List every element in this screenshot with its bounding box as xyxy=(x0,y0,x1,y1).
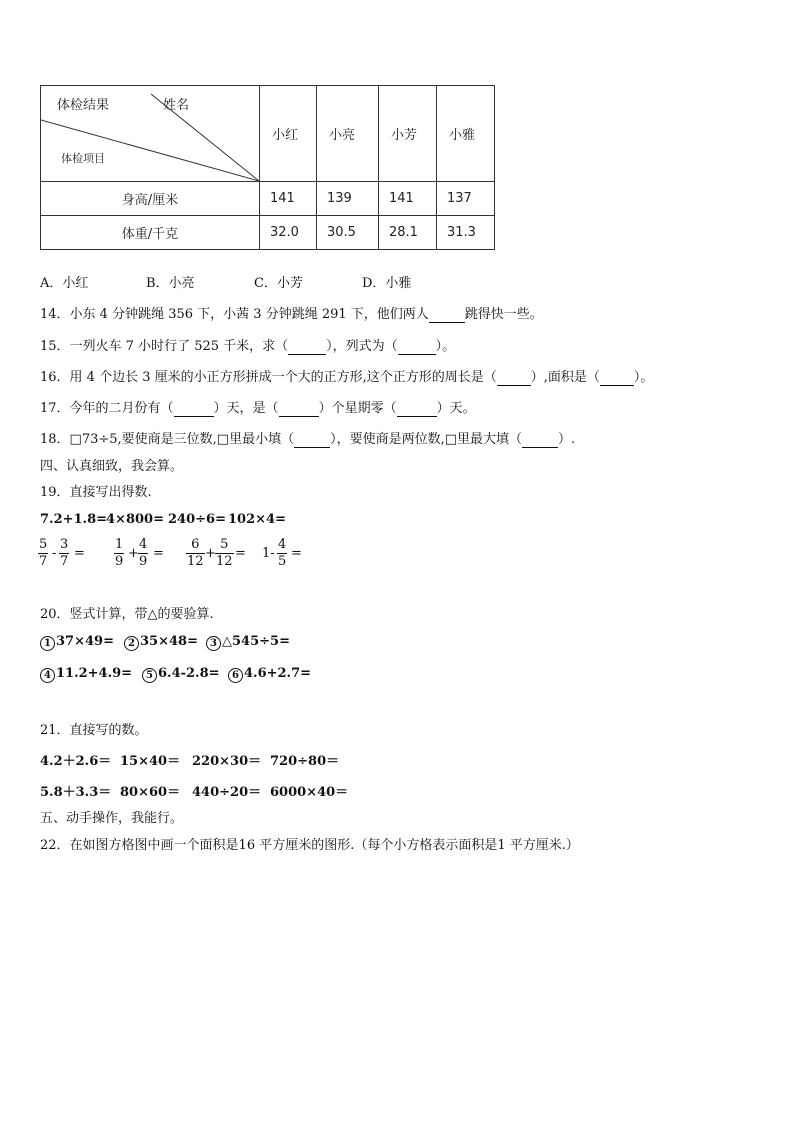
q20-item: 3 △545÷5= xyxy=(206,634,290,651)
answer-blank[interactable] xyxy=(398,339,436,355)
answer-blank[interactable] xyxy=(600,370,634,386)
diagonal-header-cell xyxy=(41,86,260,182)
q21-expr: 80×60＝ xyxy=(120,785,181,800)
fraction: $\frac{5}{7}$ xyxy=(39,537,48,569)
q17-text: ）天，是（ xyxy=(213,401,279,416)
answer-blank[interactable] xyxy=(522,432,558,448)
q20-item: 5 6.4-2.8= xyxy=(142,666,220,683)
q21-expr: 720÷80＝ xyxy=(270,754,340,769)
table-cell: 32.0 xyxy=(260,216,317,250)
health-check-table xyxy=(40,85,495,250)
operator: - xyxy=(52,546,57,561)
option-a: A．小红 xyxy=(40,276,89,291)
answer-blank[interactable] xyxy=(497,370,531,386)
table-cell: 137 xyxy=(437,182,495,216)
q19-expr: 240÷6= xyxy=(168,512,226,527)
answer-blank[interactable] xyxy=(279,401,319,417)
equals: = xyxy=(235,546,246,561)
table-cell: 28.1 xyxy=(379,216,437,250)
equals: = xyxy=(291,546,302,561)
question-14 xyxy=(40,303,543,323)
fraction: $\frac{4}{9}$ xyxy=(139,537,148,569)
section-5-heading: 五、动手操作，我能行。 xyxy=(40,811,184,826)
table-cell: 141 xyxy=(379,182,437,216)
q16-text: 16．用 4 个边长 3 厘米的小正方形拼成一个大的正方形,这个正方形的周长是（ xyxy=(40,370,497,385)
q16-text: ）。 xyxy=(633,370,654,385)
table-cell: 139 xyxy=(317,182,379,216)
question-19-title: 19．直接写出得数. xyxy=(40,485,152,500)
q14-text: 14．小东 4 分钟跳绳 356 下，小茜 3 分钟跳绳 291 下，他们两人 xyxy=(40,307,429,322)
row-label-height: 身高/厘米 xyxy=(41,182,260,216)
q18-text: 18．□73÷5,要使商是三位数,□里最小填（ xyxy=(40,432,295,447)
q15-text: ）。 xyxy=(435,339,456,354)
operator: + xyxy=(205,546,216,561)
q20-item: 6 4.6+2.7= xyxy=(228,666,311,683)
question-20-title: 20．竖式计算，带△的要验算. xyxy=(40,607,214,622)
equals: = xyxy=(153,546,164,561)
answer-blank[interactable] xyxy=(294,432,330,448)
fraction: $\frac{3}{7}$ xyxy=(60,537,69,569)
header-item-label: 体检项目 xyxy=(61,152,105,165)
answer-blank[interactable] xyxy=(429,307,465,323)
question-17 xyxy=(40,397,476,417)
question-18 xyxy=(40,428,575,448)
q15-text: ），列式为（ xyxy=(326,339,398,354)
q21-expr: 15×40＝ xyxy=(120,754,181,769)
q19-expr: 7.2+1.8= xyxy=(40,512,108,527)
answer-blank[interactable] xyxy=(397,401,437,417)
fraction: $\frac{5}{12}$ xyxy=(216,537,233,569)
fraction: $\frac{4}{5}$ xyxy=(278,537,287,569)
fraction: $\frac{1}{9}$ xyxy=(115,537,124,569)
q21-expr: 6000×40＝ xyxy=(270,785,349,800)
q19-expr: 4×800= xyxy=(106,512,164,527)
table-cell: 31.3 xyxy=(437,216,495,250)
q21-expr: 220×30＝ xyxy=(192,754,262,769)
option-d: D．小雅 xyxy=(362,276,412,291)
section-4-heading: 四、认真细致，我会算。 xyxy=(40,459,184,474)
q19-expr: 102×4= xyxy=(228,512,286,527)
name-header: 小亮 xyxy=(317,86,379,182)
q15-text: 15．一列火车 7 小时行了 525 千米，求（ xyxy=(40,339,289,354)
answer-blank[interactable] xyxy=(288,339,326,355)
answer-blank[interactable] xyxy=(174,401,214,417)
question-21-title: 21．直接写的数。 xyxy=(40,723,148,738)
q17-text: ）天。 xyxy=(436,401,476,416)
q17-text: ）个星期零（ xyxy=(318,401,397,416)
operator: + xyxy=(128,546,139,561)
q17-text: 17．今年的二月份有（ xyxy=(40,401,174,416)
header-result-label: 体检结果 xyxy=(57,98,110,113)
operator: 1- xyxy=(262,546,275,561)
table-cell: 30.5 xyxy=(317,216,379,250)
equals: = xyxy=(74,546,85,561)
row-label-weight: 体重/千克 xyxy=(41,216,260,250)
name-header: 小芳 xyxy=(379,86,437,182)
option-b: B．小亮 xyxy=(146,276,195,291)
option-c: C．小芳 xyxy=(254,276,303,291)
q21-expr: 5.8＋3.3＝ xyxy=(40,785,112,800)
question-16 xyxy=(40,366,653,386)
fraction: $\frac{6}{12}$ xyxy=(187,537,204,569)
name-header: 小雅 xyxy=(437,86,495,182)
q20-item: 4 11.2+4.9= xyxy=(40,666,132,683)
question-15 xyxy=(40,335,455,355)
name-header: 小红 xyxy=(260,86,317,182)
q14-text-end: 跳得快一些。 xyxy=(464,307,543,322)
q16-text: ）,面积是（ xyxy=(530,370,600,385)
q21-expr: 4.2＋2.6＝ xyxy=(40,754,112,769)
header-name-label: 姓名 xyxy=(163,98,190,113)
q21-expr: 440÷20＝ xyxy=(192,785,262,800)
q20-item: 2 35×48= xyxy=(124,634,198,651)
q20-item: 1 37×49= xyxy=(40,634,114,651)
table-cell: 141 xyxy=(260,182,317,216)
question-22: 22．在如图方格图中画一个面积是16 平方厘米的图形.（每个小方格表示面积是1 平方厘米.） xyxy=(40,838,579,853)
q18-text: ），要使商是两位数,□里最大填（ xyxy=(330,432,522,447)
q18-text: ）. xyxy=(558,432,576,447)
